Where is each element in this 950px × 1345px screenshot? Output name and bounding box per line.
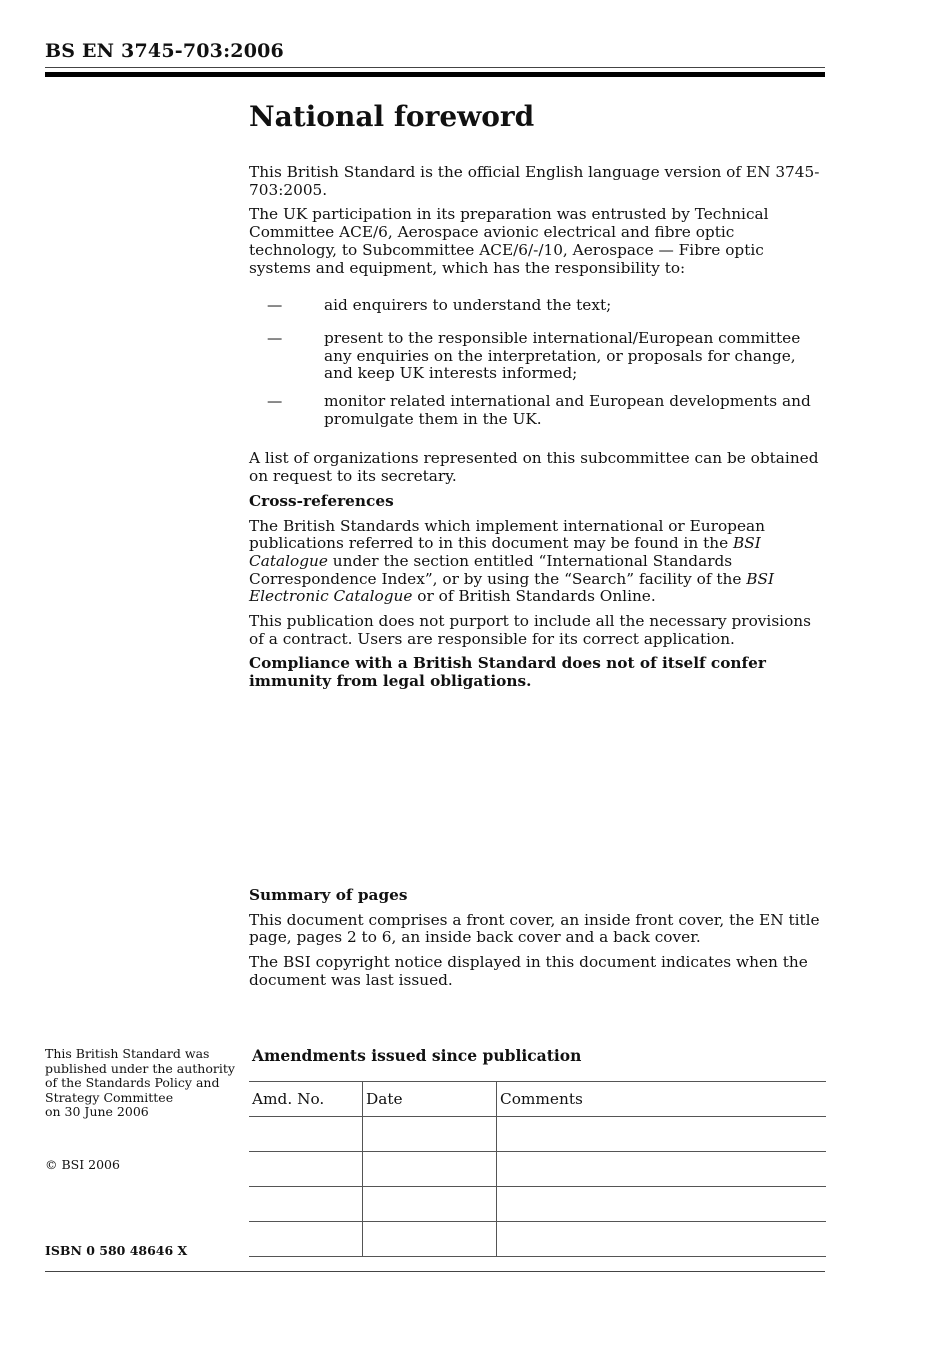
authority-line: Strategy Committee	[45, 1089, 174, 1105]
authority-line: This British Standard was	[45, 1046, 210, 1061]
table-cell	[497, 1222, 827, 1257]
foreword-paragraph-1: This British Standard is the official English language version of EN 3745-703:2005.	[249, 163, 820, 199]
text-run: The British Standards which implement international or European publications referred to in this document may be found in the	[249, 516, 765, 553]
dash-marker: —	[267, 328, 283, 347]
table-cell	[249, 1152, 363, 1187]
cross-references-heading: Cross-references	[249, 491, 394, 510]
column-header-amd-no: Amd. No.	[249, 1082, 363, 1117]
contract-paragraph: This publication does not purport to include all the necessary provisions of a contract. Users are responsible for its correct application.	[249, 612, 811, 648]
table-cell	[497, 1187, 827, 1222]
summary-section	[249, 887, 827, 997]
amendments-table	[249, 1081, 826, 1257]
text-run: or of British Standards Online.	[412, 587, 656, 606]
table-row	[249, 1152, 826, 1187]
document-id: BS EN 3745-703:2006	[45, 40, 284, 62]
foreword-paragraph-2: The UK participation in its preparation was entrusted by Technical Committee ACE/6, Aerospace avionic electrical and fibre optic technology, to Subcommittee ACE/6/-/10, Aerospace — Fibre optic systems and equipment, which has the responsibility to:	[249, 205, 769, 277]
table-cell	[497, 1117, 827, 1152]
footer-rule	[45, 1271, 825, 1272]
table-cell	[249, 1187, 363, 1222]
table-header-row	[249, 1082, 826, 1117]
dash-marker: —	[267, 392, 283, 411]
list-item	[267, 297, 827, 315]
authority-line: on 30 June 2006	[45, 1104, 149, 1119]
summary-paragraph-2: The BSI copyright notice displayed in this document indicates when the document was last issued.	[249, 953, 808, 989]
list-item-text: present to the responsible international/European committee any enquiries on the interpretation, or proposals for change, and keep UK interests informed;	[324, 328, 801, 383]
column-header-date: Date	[363, 1082, 497, 1117]
copyright-notice: © BSI 2006	[45, 1157, 120, 1172]
table-cell	[363, 1152, 497, 1187]
list-item-text: aid enquirers to understand the text;	[324, 296, 612, 315]
table-row	[249, 1117, 826, 1152]
dash-marker: —	[267, 296, 283, 315]
authority-line: published under the authority	[45, 1060, 235, 1076]
list-item	[267, 393, 827, 428]
list-item-text: monitor related international and European developments and promulgate them in the UK.	[324, 392, 811, 428]
page-title: National foreword	[249, 100, 535, 133]
header-rule-thick	[45, 72, 825, 77]
table-row	[249, 1222, 826, 1257]
table-cell	[363, 1117, 497, 1152]
bsi-electronic-catalogue-title: BSI Electronic Catalogue	[249, 569, 775, 606]
table-cell	[363, 1222, 497, 1257]
table-cell	[497, 1152, 827, 1187]
foreword-section	[249, 164, 827, 698]
text-run: under the section entitled “International Standards Correspondence Index”, or by using the “Search” facility of the	[249, 551, 747, 588]
table-row	[249, 1187, 826, 1222]
cross-references-paragraph	[249, 518, 827, 607]
summary-heading: Summary of pages	[249, 886, 408, 904]
compliance-statement: Compliance with a British Standard does not of itself confer immunity from legal obligations.	[249, 654, 766, 691]
list-item	[267, 330, 827, 383]
summary-paragraph-1: This document comprises a front cover, an inside front cover, the EN title page, pages 2 to 6, an inside back cover and a back cover.	[249, 910, 820, 947]
table-cell	[363, 1187, 497, 1222]
authority-line: of the Standards Policy and	[45, 1075, 220, 1090]
column-header-comments: Comments	[497, 1082, 827, 1117]
header-rule-thin	[45, 67, 825, 68]
bsi-catalogue-title: BSI Catalogue	[249, 534, 761, 570]
foreword-paragraph-3: A list of organizations represented on this subcommittee can be obtained on request to its secretary.	[249, 449, 819, 486]
table-cell	[249, 1222, 363, 1257]
table-cell	[249, 1117, 363, 1152]
authority-note	[45, 1047, 235, 1120]
isbn: ISBN 0 580 48646 X	[45, 1243, 188, 1258]
amendments-title: Amendments issued since publication	[252, 1046, 582, 1065]
